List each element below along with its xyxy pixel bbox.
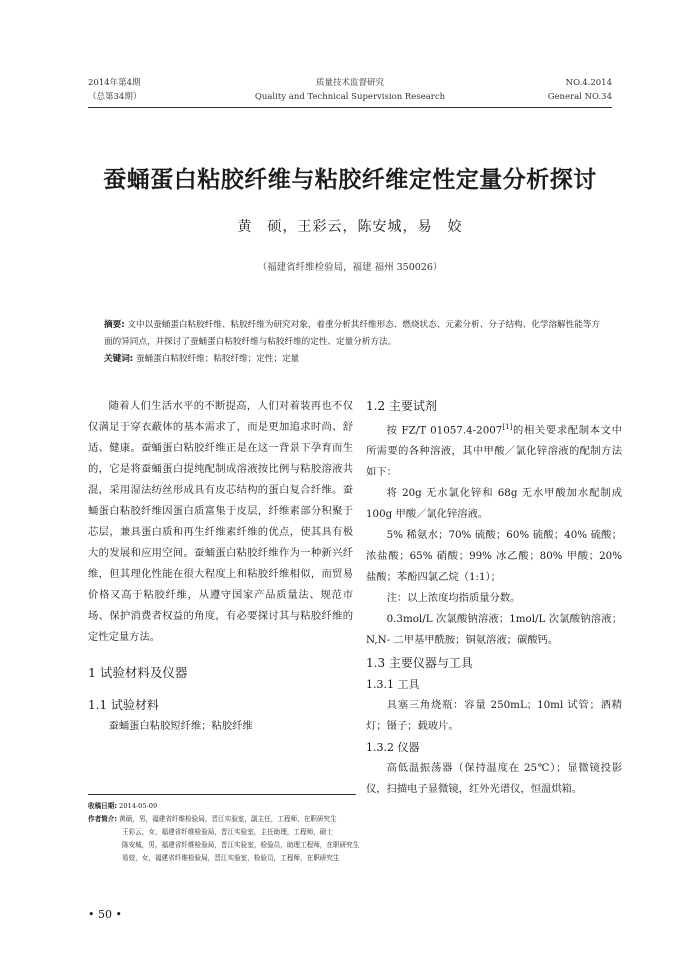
abstract-block (104, 317, 604, 368)
acids-paragraph: 5% 稀氨水；70% 硫酸；60% 硫酸；40% 硫酸；浓盐酸；65% 硝酸；99% 冰乙酸；80% 甲酸；20% 盐酸；苯酚四氯乙烷（1:1）； (366, 529, 622, 584)
header-right-line1: NO.4.2014 (565, 78, 612, 88)
formic-paragraph: 将 20g 无水氯化锌和 68g 无水甲酸加水配制成 100g 甲酸／氯化锌溶液。 (366, 487, 622, 521)
header-center-line2: Quality and Technical Supervision Research (254, 92, 446, 102)
author-bio-line: 陈安城，男，福建省纤维检验局，晋江实验室，检验员，助理工程师，在职研究生 (122, 841, 360, 849)
author-bio-line: 易姣，女，福建省纤维检验局，晋江实验室，检验员，工程师，在职研究生 (122, 854, 340, 862)
header-divider (88, 107, 612, 108)
header-left-line1: 2014年第4期 (88, 78, 141, 88)
header-journal (200, 76, 500, 104)
abstract-label: 摘要: (104, 320, 125, 330)
section-1-3-2-heading: 1.3.2 仪器 (366, 741, 420, 755)
keywords (104, 351, 604, 368)
header-center-line1: 质量技术监督研究 (315, 78, 384, 88)
author-bio-line: 王彩云，女，福建省纤维检验局，晋江实验室，主任助理，工程师，硕士 (122, 828, 333, 836)
keywords-label: 关键词: (104, 354, 134, 364)
received-value: 2014-05-09 (119, 802, 158, 810)
header-number (548, 76, 612, 104)
reagent-text-a: 按 FZ/T 01057.4-2007 (386, 424, 503, 437)
authors: 黄 硕，王彩云，陈安城，易 姣 (237, 219, 463, 235)
header-issue (88, 76, 141, 104)
received-label: 收稿日期: (88, 802, 118, 810)
tools-paragraph: 具塞三角烧瓶：容量 250mL；10ml 试管；酒精灯；镊子；载玻片。 (366, 699, 622, 733)
received-date (88, 800, 608, 813)
materials-paragraph: 蚕蛹蛋白粘胶短纤维；粘胶纤维 (108, 720, 253, 732)
section-1-heading: 1 试验材料及仪器 (88, 665, 188, 680)
affiliation: （福建省纤维检验局，福建 福州 350026） (257, 262, 443, 273)
header-left-line2: （总第34期） (88, 92, 142, 102)
note-paragraph: 注：以上浓度均指质量分数。 (386, 592, 521, 605)
reference-1: [1] (502, 423, 513, 431)
footnote-divider (88, 794, 356, 795)
hypochlorite-paragraph: 0.3mol/L 次氯酸钠溶液；1mol/L 次氯酸钠溶液；N,N- 二甲基甲酰胺；铜氨溶液；碳酸钙。 (366, 613, 622, 647)
instruments-paragraph: 高低温振荡器（保持温度在 25℃）；显微镜投影仪，扫描电子显微镜，红外光谱仪，恒温烘箱。 (366, 762, 622, 796)
reagent-paragraph (366, 417, 622, 483)
intro-paragraph: 随着人们生活水平的不断提高，人们对着装再也不仅仅满足于穿衣蔽体的基本需求了，而是更加追求时尚、舒适、健康。蚕蛹蛋白粘胶纤维正是在这一背景下孕育而生的，它是将蚕蛹蛋白提纯配制成溶液按比例与粘胶溶液共混，采用湿法纺丝形成具有皮芯结构的蛋白复合纤维。蚕蛹蛋白粘胶纤维因蛋白质富集于皮层，纤维素部分积聚于芯层，兼具蛋白质和再生纤维素纤维的优点，使其具有极大的发展和应用空间。蚕蛹蛋白粘胶纤维作为一种新兴纤维，但其理化性能在很大程度上和粘胶纤维相似，而贸易价格又高于粘胶纤维，从遵守国家产品质量法、规范市场、保护消费者权益的角度，有必要探讨其与粘胶纤维的定性定量方法。 (88, 400, 353, 643)
abstract (104, 317, 604, 351)
right-column (366, 396, 622, 800)
author-bio-line: 黄硕，男，福建省纤维检验局，晋江实验室，副主任，工程师，在职研究生 (119, 815, 337, 823)
section-1-2-heading: 1.2 主要试剂 (366, 399, 437, 413)
author-bio-label: 作者简介: (88, 815, 118, 823)
section-1-3-1-heading: 1.3.1 工具 (366, 678, 420, 692)
left-column (88, 396, 353, 737)
header-right-line2: General NO.34 (547, 92, 612, 102)
page-number: • 50 • (88, 908, 122, 921)
footnote (88, 800, 608, 865)
section-1-3-heading: 1.3 主要仪器与工具 (366, 656, 473, 671)
abstract-text: 文中以蚕蛹蛋白粘胶纤维、粘胶纤维为研究对象，着重分析其纤维形态、燃烧状态、元素分析、分子结构、化学溶解性能等方面的异同点，并探讨了蚕蛹蛋白粘胶纤维与粘胶纤维的定性、定量分析方法。 (104, 320, 601, 347)
section-1-1-heading: 1.1 试验材料 (88, 698, 159, 712)
author-bio (88, 813, 608, 826)
paper-title: 蚕蛹蛋白粘胶纤维与粘胶纤维定性定量分析探讨 (103, 167, 597, 193)
reagent-text-b: 的相关要求配制本文中所需要的各种溶液，其中甲酸／氯化锌溶液的配制方法如下： (366, 424, 623, 479)
keywords-text: 蚕蛹蛋白粘胶纤维；粘胶纤维；定性；定量 (135, 354, 300, 364)
